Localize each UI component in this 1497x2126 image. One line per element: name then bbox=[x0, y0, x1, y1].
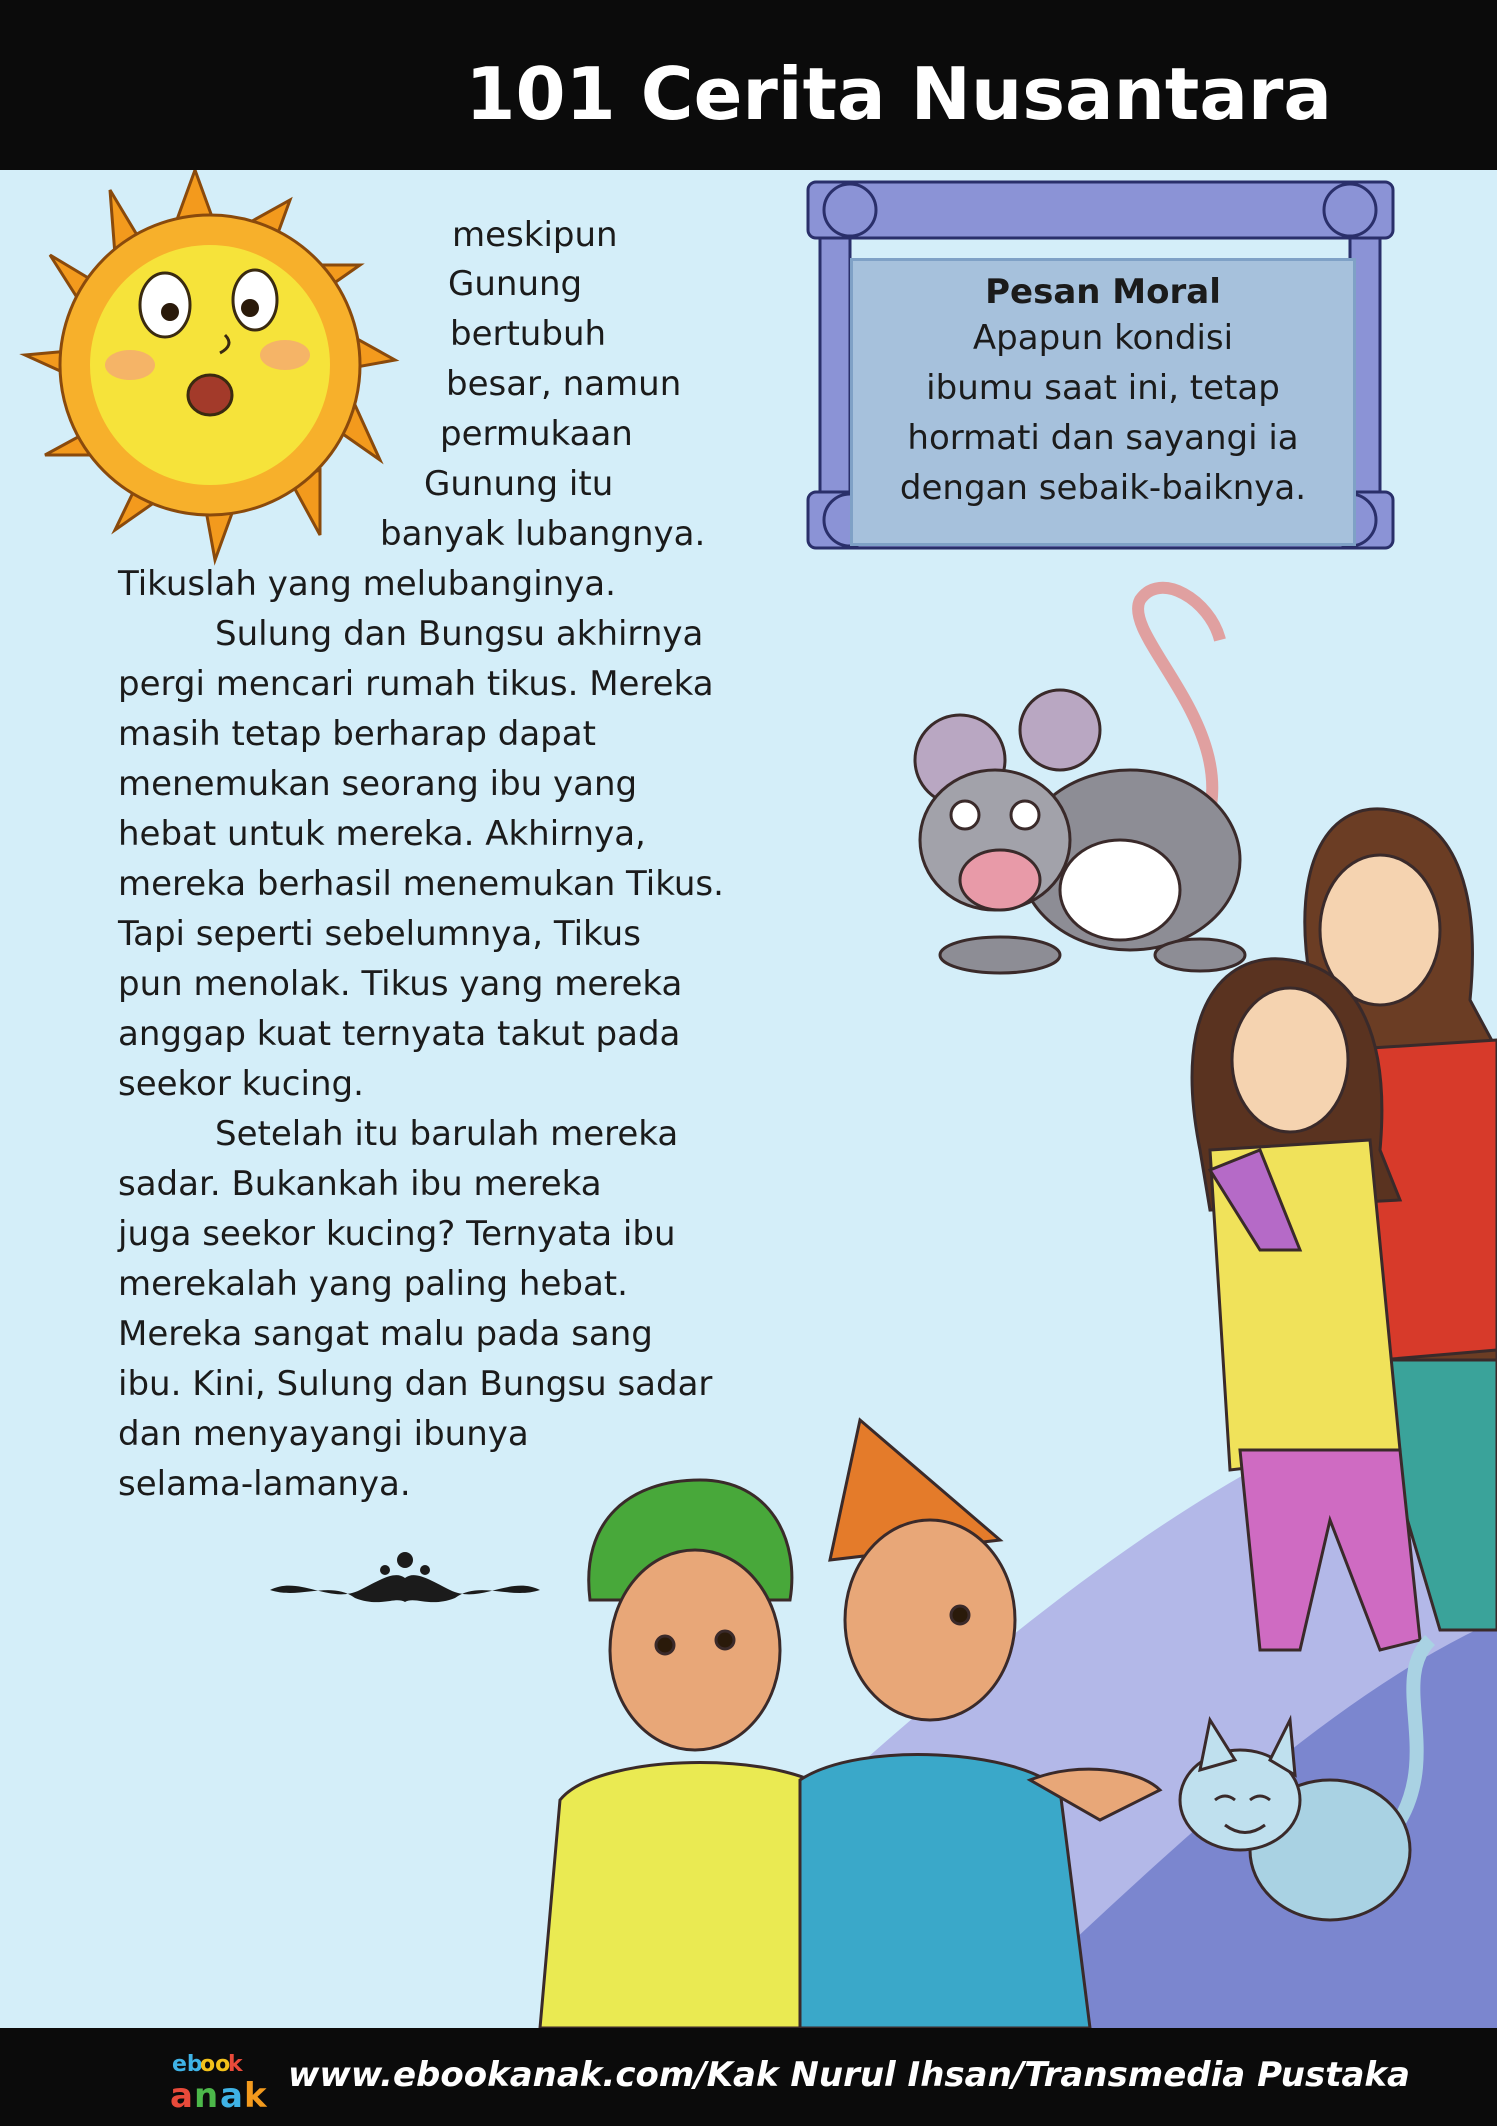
story-line: pergi mencari rumah tikus. Mereka bbox=[118, 664, 714, 704]
story-line: seekor kucing. bbox=[118, 1064, 364, 1104]
story-line: sadar. Bukankah ibu mereka bbox=[118, 1164, 602, 1204]
moral-line: ibumu saat ini, tetap bbox=[926, 368, 1280, 408]
story-line: juga seekor kucing? Ternyata ibu bbox=[118, 1214, 676, 1254]
svg-text:oo: oo bbox=[200, 2052, 231, 2077]
story-line: mereka berhasil menemukan Tikus. bbox=[118, 864, 724, 904]
story-line: hebat untuk mereka. Akhirnya, bbox=[118, 814, 646, 854]
story-line: menemukan seorang ibu yang bbox=[118, 764, 638, 804]
svg-text:a: a bbox=[220, 2076, 243, 2113]
story-line: Gunung bbox=[448, 264, 583, 304]
svg-text:a: a bbox=[170, 2076, 193, 2113]
moral-line: dengan sebaik-baiknya. bbox=[899, 468, 1307, 508]
story-line: permukaan bbox=[440, 414, 633, 454]
story-line: merekalah yang paling hebat. bbox=[118, 1264, 628, 1304]
svg-text:eb: eb bbox=[172, 2052, 203, 2077]
story-line: bertubuh bbox=[450, 314, 607, 354]
story-line: selama-lamanya. bbox=[118, 1464, 411, 1504]
page-title: 101 Cerita Nusantara bbox=[465, 52, 1332, 136]
story-line: anggap kuat ternyata takut pada bbox=[118, 1014, 681, 1054]
moral-line: hormati dan sayangi ia bbox=[907, 418, 1299, 458]
moral-title: Pesan Moral bbox=[985, 272, 1221, 312]
story-line: masih tetap berharap dapat bbox=[118, 714, 596, 754]
story-line: dan menyayangi ibunya bbox=[118, 1414, 529, 1454]
story-line: meskipun bbox=[452, 215, 618, 255]
svg-text:k: k bbox=[228, 2052, 243, 2077]
story-line: Setelah itu barulah mereka bbox=[215, 1114, 679, 1154]
story-line: Tikuslah yang melubanginya. bbox=[118, 564, 616, 604]
moral-box bbox=[850, 258, 1356, 546]
story-line: pun menolak. Tikus yang mereka bbox=[118, 964, 683, 1004]
sun-character bbox=[25, 170, 395, 560]
story-line: besar, namun bbox=[446, 364, 682, 404]
footer-credit: www.ebookanak.com/Kak Nurul Ihsan/Transmedia Pustaka bbox=[288, 2055, 1410, 2095]
svg-text:n: n bbox=[194, 2076, 219, 2113]
story-line: Tapi seperti sebelumnya, Tikus bbox=[118, 914, 641, 954]
mouse-character bbox=[915, 588, 1245, 973]
story-line: Mereka sangat malu pada sang bbox=[118, 1314, 653, 1354]
moral-text bbox=[853, 313, 1353, 513]
story-line: ibu. Kini, Sulung dan Bungsu sadar bbox=[118, 1364, 713, 1404]
moral-line: Apapun kondisi bbox=[972, 318, 1234, 358]
ebookanak-logo bbox=[168, 2043, 280, 2113]
ornament-divider bbox=[270, 1552, 540, 1602]
story-line: Sulung dan Bungsu akhirnya bbox=[215, 614, 704, 654]
svg-text:k: k bbox=[244, 2076, 267, 2113]
story-line: Gunung itu bbox=[424, 464, 614, 504]
story-line: banyak lubangnya. bbox=[380, 514, 706, 554]
